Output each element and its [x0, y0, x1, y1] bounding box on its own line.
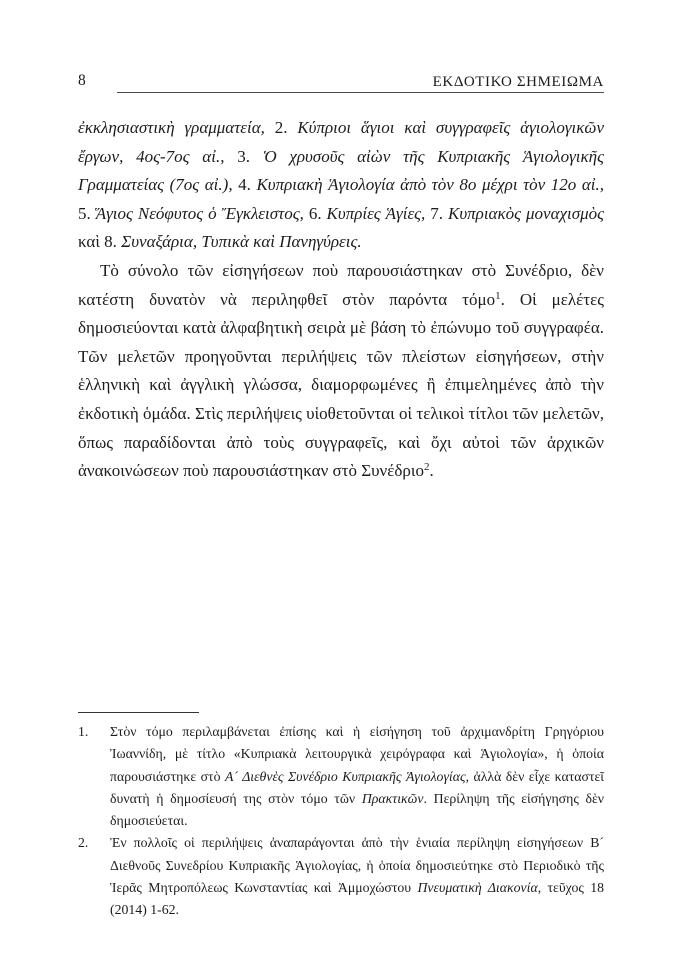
text-run: 4.: [238, 175, 257, 195]
footnote-separator: [78, 712, 199, 713]
footnote-number: 2.: [78, 835, 89, 851]
text-run: Ἐν πολλοῖς οἱ περιλήψεις ἀναπαράγονται ἀπὸ τὴν ἑνιαία περίληψη εἰσηγήσεων Β´ Διεθνοῦς Συνεδρίου Κυπριακῆς Ἁγιολογίας, ἡ ὁποία δημοσιεύτηκε στὸ Περιοδικὸ τῆς Ἱερᾶς Μητροπόλεως Κωνσταντίας καὶ Ἀμμοχώστου: [110, 835, 604, 896]
italic-text-run: ἐκκλησιαστικὴ γραμματεία,: [78, 118, 275, 137]
footnote-reference: 2: [423, 461, 430, 474]
page-number: 8: [78, 72, 86, 89]
italic-text-run: Κυπρίες Ἁγίες,: [326, 203, 431, 223]
text-run: , τεῦχος 18 (2014) 1-62.: [110, 880, 604, 918]
footnote-reference: 1: [495, 289, 501, 302]
footnote-item: [78, 832, 604, 921]
header-rule: [117, 92, 604, 93]
footnote-item: [78, 721, 604, 832]
italic-text-run: Α´ Διεθνὲς Συνέδριο Κυπριακῆς Ἁγιολογίας: [224, 768, 466, 784]
italic-text-run: Κυπριακὸς μοναχισμὸς: [448, 203, 605, 223]
italic-text-run: Πρακτικῶν: [361, 790, 424, 806]
text-run: , ἀλλὰ δὲν εἶχε καταστεῖ δυνατὴ ἡ δημοσίευσή της στὸν τόμο τῶν: [110, 768, 604, 806]
paragraph: [78, 257, 604, 486]
italic-text-run: Ὁ χρυσοῦς αἰὼν τῆς Κυπριακῆς Ἁγιολογικῆς Γραμματείας (7ος αἰ.),: [78, 146, 604, 195]
italic-text-run: Ἅγιος Νεόφυτος ὁ Ἔγκλειστος,: [95, 203, 309, 223]
text-run: 6.: [308, 203, 327, 223]
text-run: 3.: [237, 146, 263, 166]
footnotes: [78, 712, 604, 922]
italic-text-run: Πνευματικὴ Διακονία: [417, 880, 538, 896]
text-run: καὶ 8.: [78, 232, 122, 252]
text-run: 5.: [78, 203, 96, 223]
text-run: 2.: [274, 118, 298, 137]
italic-text-run: Κύπριοι ἅγιοι καὶ συγγραφεῖς ἁγιολογικῶν ἔργων, 4ος-7ος αἰ.,: [78, 118, 604, 166]
text-run: Τὸ σύνολο τῶν εἰσηγήσεων ποὺ παρουσιάστηκαν στὸ Συνέδριο, δὲν κατέστη δυνατὸν νὰ περιληφθεῖ στὸν παρόντα τόμο: [78, 260, 604, 309]
running-header-title: ΕΚΔΟΤΙΚΟ ΣΗΜΕΙΩΜΑ: [432, 74, 604, 90]
footnote-text: [110, 832, 604, 921]
italic-text-run: Συναξάρια, Τυπικὰ καὶ Πανηγύρεις.: [121, 232, 362, 252]
footnote-text: [110, 721, 604, 832]
text-run: . Περίληψη τῆς εἰσήγησης δὲν δημοσιεύεται.: [110, 790, 604, 829]
paragraph: [78, 114, 604, 257]
text-run: .: [429, 461, 434, 481]
footnote-number: 1.: [78, 724, 89, 739]
footnote-list: [78, 721, 604, 922]
body-text: [78, 114, 604, 486]
text-run: 7.: [430, 203, 448, 223]
text-run: . Οἱ μελέτες δημοσιεύονται κατὰ ἀλφαβητικὴ σειρὰ μὲ βάση τὸ ἐπώνυμο τοῦ συγγραφέα. Τῶν μελετῶν προηγοῦνται περιλήψεις τῶν πλείστων εἰσηγήσεων, στὴν ἑλληνικὴ καὶ ἀγγλικὴ γλώσσα, διαμορφωμένες ἢ ἐπιμελημένες ἀπὸ τὴν ἐκδοτικὴ ὁμάδα. Στὶς περιλήψεις υἱοθετοῦνται οἱ τελικοὶ τίτλοι τῶν μελετῶν, ὅπως παραδίδονται ἀπὸ τοὺς συγγραφεῖς, καὶ ὄχι αὐτοὶ τῶν ἀρχικῶν ἀνακοινώσεων ποὺ παρουσιάστηκαν στὸ Συνέδριο: [78, 289, 604, 481]
italic-text-run: Κυπριακὴ Ἁγιολογία ἀπὸ τὸν 8ο μέχρι τὸν 12ο αἰ.,: [256, 175, 605, 195]
text-run: Στὸν τόμο περιλαμβάνεται ἐπίσης καὶ ἡ εἰσήγηση τοῦ ἀρχιμανδρίτη Γρηγόριου Ἰωαννίδη, μὲ τίτλο «Κυπριακὰ λειτουργικὰ χειρόγραφα καὶ Ἁγιολογία», ἡ ὁποία παρουσιάστηκε στὸ: [110, 724, 604, 784]
